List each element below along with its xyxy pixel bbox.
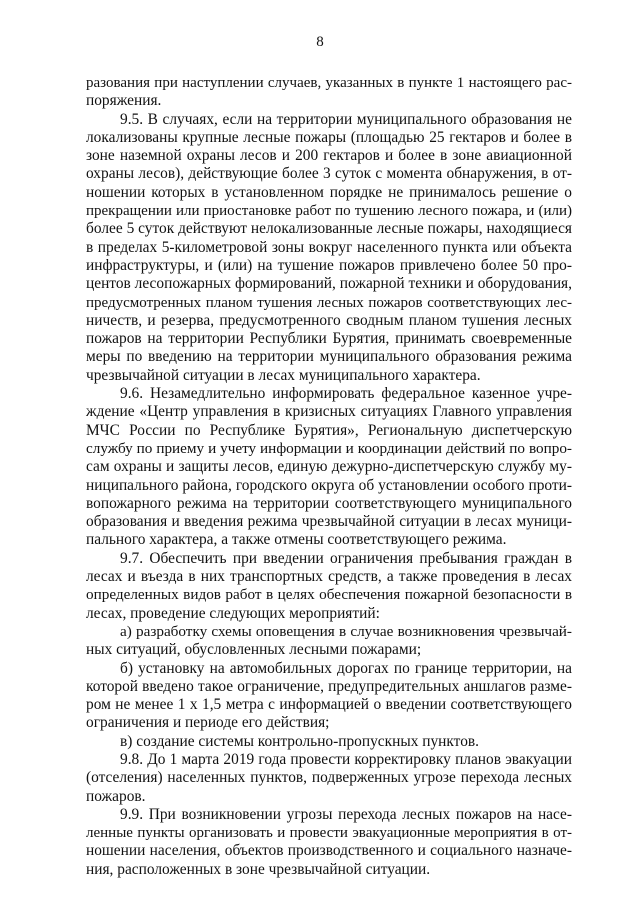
text-line: службу по приему и учету информации и координации действий по вопро- [86, 439, 572, 457]
text-line: в) создание системы контрольно-пропускных пунктов. [120, 732, 480, 750]
text-line: зоне наземной охраны лесов и 200 гектаров и более в зоне авиационной [86, 147, 572, 165]
text-line: которой введено такое ограничение, предупредительных аншлагов разме- [86, 677, 572, 695]
text-line: МЧС России по Республике Бурятия», Региональную диспетчерскую [86, 421, 572, 439]
text-line: меры по введению на территории муниципального образования режима [86, 348, 572, 366]
text-line: ленные пункты организовать и провести эвакуационные мероприятия в от- [86, 825, 572, 842]
text-line: 9.7. Обеспечить при введении ограничения пребывания граждан в [120, 549, 572, 567]
text-line: ниципального района, городского округа об установлении особого проти- [86, 476, 572, 494]
text-line: разования при наступлении случаев, указанных в пункте 1 настоящего рас- [86, 75, 572, 91]
text-line: пожаров на территории Республики Бурятия, принимать своевременные [86, 330, 572, 348]
text-line: ношении населения, объектов производственного и социального назначе- [86, 842, 572, 860]
text-line: локализованы крупные лесные пожары (площадью 25 гектаров и более в [86, 128, 572, 146]
text-line: 9.9. При возникновении угрозы перехода лесных пожаров на насе- [120, 805, 572, 823]
text-line: охраны лесов), действующие более 3 суток с момента обнаружения, в от- [86, 165, 572, 183]
text-line: 9.6. Незамедлительно информировать федеральное казенное учре- [120, 385, 572, 403]
text-line: образования и введения режима чрезвычайной ситуации в лесах муници- [86, 513, 572, 531]
text-line: определенных видов работ в целях обеспечения пожарной безопасности в [86, 586, 572, 604]
text-line: пожаров. [86, 787, 146, 805]
text-line: поряжения. [86, 92, 162, 110]
text-line: ром не менее 1 х 1,5 метра с информацией о введении соответствующего [86, 696, 572, 714]
text-line: лесах и въезда в них транспортных средств, а также проведения в лесах [86, 568, 572, 586]
text-line: ничеств, и резерва, предусмотренного сводным планом тушения лесных [86, 311, 572, 329]
text-line: а) разработку схемы оповещения в случае возникновения чрезвычай- [120, 622, 572, 640]
text-line: чрезвычайной ситуации в лесах муниципального характера. [86, 366, 481, 384]
text-line: 9.8. До 1 марта 2019 года провести корректировку планов эвакуации [120, 750, 572, 768]
page-number: 8 [316, 34, 324, 50]
text-line: сам охраны и защиты лесов, единую дежурно-диспетчерскую службу му- [86, 458, 572, 476]
text-line: ношении которых в установленном порядке не принималось решение о [86, 183, 572, 201]
text-line: в пределах 5-километровой зоны вокруг населенного пункта или объекта [86, 238, 572, 256]
text-line: инфраструктуры, и (или) на тушение пожаров привлечено более 50 про- [86, 256, 572, 274]
text-line: ния, расположенных в зоне чрезвычайной ситуации. [86, 860, 431, 878]
text-line: ждение «Центр управления в кризисных ситуациях Главного управления [86, 403, 572, 421]
text-line: центов лесопожарных формирований, пожарной техники и оборудования, [86, 275, 572, 293]
text-line: пального характера, а также отмены соответствующего режима. [86, 531, 507, 549]
text-line: (отселения) населенных пунктов, подверженных угрозе перехода лесных [86, 769, 572, 787]
text-line: предусмотренных планом тушения лесных пожаров соответствующих лес- [86, 294, 572, 311]
document-body [86, 74, 572, 879]
text-line: 9.5. В случаях, если на территории муниципального образования не [120, 110, 572, 128]
text-line: прекращении или приостановке работ по тушению лесного пожара, и (или) [86, 203, 572, 220]
text-line: лесах, проведение следующих мероприятий: [86, 604, 380, 622]
text-line: б) установку на автомобильных дорогах по границе территории, на [120, 659, 572, 677]
text-line: ограничения и периоде его действия; [86, 714, 330, 732]
text-line: вопожарного режима на территории соответствующего муниципального [86, 494, 572, 512]
text-line: ных ситуаций, обусловленных лесными пожарами; [86, 641, 422, 659]
text-line: более 5 суток действуют нелокализованные лесные пожары, находящиеся [86, 220, 572, 238]
